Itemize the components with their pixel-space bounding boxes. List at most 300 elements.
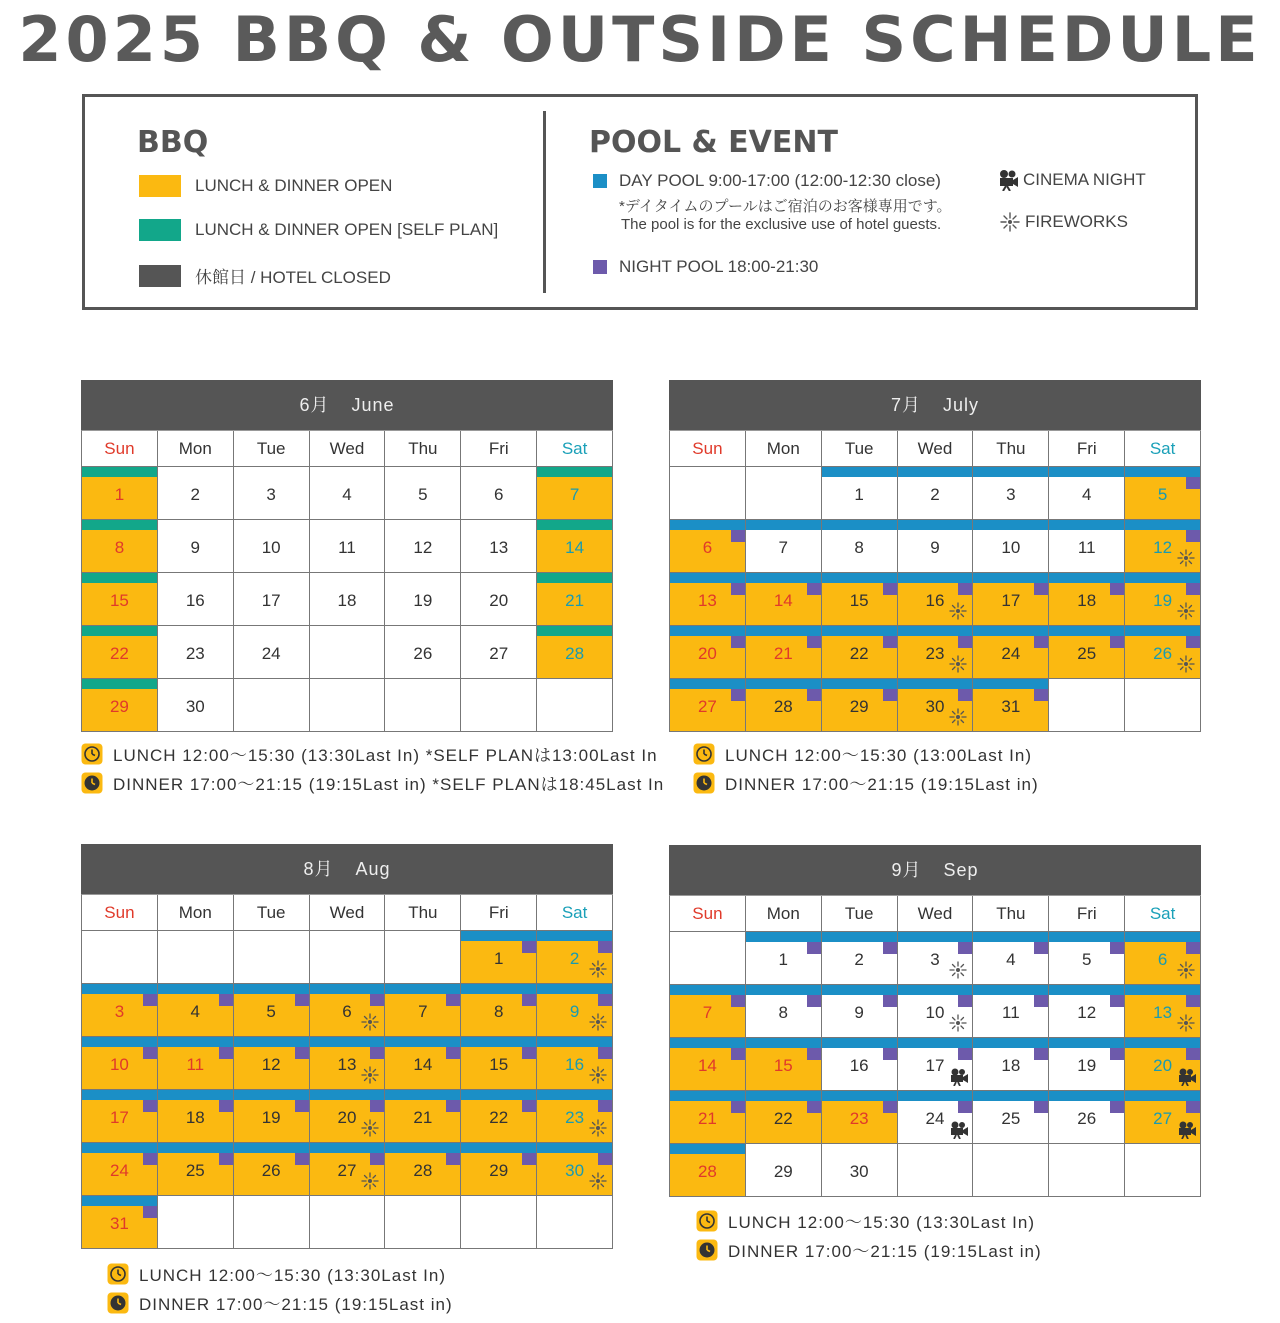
day-cell[interactable] xyxy=(537,520,613,573)
day-pool-bar xyxy=(746,985,821,995)
day-cell[interactable] xyxy=(973,1091,1049,1144)
fireworks-icon xyxy=(1176,1013,1196,1033)
day-cell[interactable] xyxy=(310,467,386,520)
day-number: 24 xyxy=(1001,644,1021,663)
day-cell[interactable] xyxy=(310,1090,386,1143)
week-row xyxy=(670,520,1201,573)
day-number: 19 xyxy=(1077,1056,1097,1075)
day-number: 13 xyxy=(489,538,509,557)
day-pool-bar xyxy=(973,467,1048,477)
day-number: 22 xyxy=(773,1109,793,1128)
day-number: 7 xyxy=(569,485,580,504)
week-row xyxy=(670,626,1201,679)
day-cell[interactable] xyxy=(82,520,158,573)
day-cell[interactable] xyxy=(746,1091,822,1144)
day-cell[interactable] xyxy=(1049,932,1125,985)
day-cell[interactable] xyxy=(1049,985,1125,1038)
day-cell[interactable] xyxy=(973,679,1049,732)
day-cell[interactable] xyxy=(1049,520,1125,573)
day-cell[interactable] xyxy=(670,626,746,679)
day-pool-bar xyxy=(385,1090,460,1100)
day-pool-bar xyxy=(1125,626,1200,636)
calendar-june xyxy=(81,380,613,732)
day-number: 25 xyxy=(1001,1109,1021,1128)
day-number: 8 xyxy=(854,538,864,557)
day-cell[interactable] xyxy=(670,1144,746,1197)
day-cell[interactable] xyxy=(973,520,1049,573)
day-pool-bar xyxy=(461,1090,536,1100)
purple-square xyxy=(593,260,607,274)
day-cell[interactable] xyxy=(537,984,613,1037)
day-number: 24 xyxy=(925,1109,945,1128)
week-row xyxy=(670,467,1201,520)
cinema-camera-icon xyxy=(949,1068,969,1086)
lunch-clock-icon xyxy=(693,743,715,765)
cinema-camera-icon xyxy=(997,169,1019,191)
day-pool-bar xyxy=(746,573,821,583)
week-row xyxy=(82,520,613,573)
calendar-july xyxy=(669,380,1201,732)
day-cell[interactable] xyxy=(822,679,898,732)
day-cell[interactable] xyxy=(158,679,234,732)
month-jp: 7月 xyxy=(890,395,921,415)
day-pool-bar xyxy=(746,679,821,689)
day-cell xyxy=(670,467,746,520)
day-cell[interactable] xyxy=(670,573,746,626)
dinner-hours xyxy=(107,1288,453,1317)
day-cell[interactable] xyxy=(1049,573,1125,626)
day-number: 12 xyxy=(1153,538,1173,557)
fireworks-icon xyxy=(360,1118,380,1138)
day-cell[interactable] xyxy=(973,573,1049,626)
day-cell[interactable] xyxy=(234,467,310,520)
day-number: 5 xyxy=(1081,950,1092,969)
week-row xyxy=(670,932,1201,985)
day-cell[interactable] xyxy=(898,1038,974,1091)
day-cell[interactable] xyxy=(310,1037,386,1090)
day-cell[interactable] xyxy=(973,1038,1049,1091)
day-pool-bar xyxy=(537,1037,612,1047)
day-cell[interactable] xyxy=(234,1143,310,1196)
day-cell[interactable] xyxy=(385,520,461,573)
dinner-hours xyxy=(696,1235,1042,1264)
day-cell[interactable] xyxy=(973,626,1049,679)
day-number: 2 xyxy=(569,949,580,968)
fireworks-icon xyxy=(360,1012,380,1032)
day-cell[interactable] xyxy=(822,1038,898,1091)
day-cell[interactable] xyxy=(1049,626,1125,679)
day-number: 5 xyxy=(1157,485,1168,504)
day-number: 26 xyxy=(1077,1109,1097,1128)
day-cell[interactable] xyxy=(158,1090,234,1143)
legend-label: LUNCH & DINNER OPEN xyxy=(195,176,393,195)
day-number: 2 xyxy=(190,485,201,504)
day-pool-bar xyxy=(670,520,745,530)
day-cell[interactable] xyxy=(461,1090,537,1143)
day-cell[interactable] xyxy=(822,1144,898,1197)
day-pool-bar xyxy=(234,1143,309,1153)
day-cell[interactable] xyxy=(1125,467,1201,520)
day-number: 19 xyxy=(1153,591,1173,610)
day-cell[interactable] xyxy=(385,573,461,626)
day-cell[interactable] xyxy=(1049,1038,1125,1091)
day-number: 26 xyxy=(261,1161,281,1180)
day-cell[interactable] xyxy=(82,467,158,520)
day-cell[interactable] xyxy=(898,932,974,985)
weekday-sat: Sat xyxy=(1125,431,1201,467)
day-pool-bar xyxy=(822,1038,897,1048)
day-cell[interactable] xyxy=(898,985,974,1038)
week-row xyxy=(82,1090,613,1143)
day-cell[interactable] xyxy=(670,1091,746,1144)
week-row xyxy=(670,1144,1201,1197)
day-cell xyxy=(158,931,234,984)
month-jp: 9月 xyxy=(891,860,922,880)
day-number: 4 xyxy=(342,485,352,504)
week-row xyxy=(82,573,613,626)
day-number: 15 xyxy=(109,591,129,610)
day-pool-bar xyxy=(461,931,536,941)
legend-day-pool xyxy=(593,171,941,191)
day-cell[interactable] xyxy=(158,1037,234,1090)
day-pool-bar xyxy=(822,985,897,995)
day-cell[interactable] xyxy=(461,1143,537,1196)
legend-fireworks xyxy=(999,211,1128,233)
day-number: 30 xyxy=(849,1162,869,1181)
self-plan-bar xyxy=(537,467,612,477)
day-cell[interactable] xyxy=(234,520,310,573)
dinner-clock-icon xyxy=(81,772,103,794)
weekday-fri: Fri xyxy=(1049,431,1125,467)
day-pool-bar xyxy=(973,573,1048,583)
day-cell[interactable] xyxy=(310,1143,386,1196)
day-cell xyxy=(234,679,310,732)
lunch-clock-icon xyxy=(81,743,103,765)
day-pool-bar xyxy=(461,984,536,994)
day-cell[interactable] xyxy=(822,467,898,520)
calendar-september xyxy=(669,845,1201,1197)
day-pool-bar xyxy=(461,1037,536,1047)
day-cell[interactable] xyxy=(670,679,746,732)
day-cell[interactable] xyxy=(385,1090,461,1143)
fireworks-icon xyxy=(1176,601,1196,621)
day-number: 9 xyxy=(569,1002,580,1021)
day-pool-bar xyxy=(1049,985,1124,995)
fireworks-icon xyxy=(360,1171,380,1191)
day-pool-bar xyxy=(234,984,309,994)
weekday-tue: Tue xyxy=(234,895,310,931)
day-pool-bar xyxy=(537,931,612,941)
dinner-clock-icon xyxy=(696,1239,718,1261)
day-cell[interactable] xyxy=(158,626,234,679)
lunch-clock-icon xyxy=(696,1210,718,1232)
day-pool-bar xyxy=(1049,1091,1124,1101)
day-cell[interactable] xyxy=(898,573,974,626)
weekday-fri: Fri xyxy=(461,431,537,467)
day-cell[interactable] xyxy=(82,1143,158,1196)
day-cell[interactable] xyxy=(461,573,537,626)
day-cell[interactable] xyxy=(746,573,822,626)
day-cell[interactable] xyxy=(746,985,822,1038)
day-pool-bar xyxy=(82,1143,157,1153)
day-cell[interactable] xyxy=(746,520,822,573)
day-number: 28 xyxy=(413,1161,433,1180)
day-cell[interactable] xyxy=(234,1090,310,1143)
day-cell[interactable] xyxy=(1125,1038,1201,1091)
day-pool-bar xyxy=(898,467,973,477)
day-cell[interactable] xyxy=(461,626,537,679)
day-number: 29 xyxy=(849,697,869,716)
weekday-row xyxy=(670,896,1201,932)
day-cell[interactable] xyxy=(461,467,537,520)
day-number: 27 xyxy=(489,644,509,663)
day-pool-bar xyxy=(822,932,897,942)
day-number: 12 xyxy=(413,538,433,557)
day-number: 27 xyxy=(337,1161,357,1180)
day-cell[interactable] xyxy=(385,626,461,679)
day-cell xyxy=(1049,1144,1125,1197)
day-cell xyxy=(234,1196,310,1249)
day-cell[interactable] xyxy=(898,520,974,573)
day-number: 11 xyxy=(186,1055,205,1074)
day-cell[interactable] xyxy=(310,520,386,573)
day-pool-bar xyxy=(898,1038,973,1048)
day-cell[interactable] xyxy=(898,1091,974,1144)
calendar-grid xyxy=(669,430,1201,732)
self-plan-bar xyxy=(82,467,157,477)
day-cell[interactable] xyxy=(234,626,310,679)
weekday-mon: Mon xyxy=(746,896,822,932)
day-number: 17 xyxy=(925,1056,945,1075)
day-cell[interactable] xyxy=(537,1037,613,1090)
day-cell[interactable] xyxy=(158,467,234,520)
day-pool-bar xyxy=(158,984,233,994)
day-cell[interactable] xyxy=(82,1037,158,1090)
day-cell[interactable] xyxy=(82,679,158,732)
day-cell[interactable] xyxy=(746,1144,822,1197)
day-number: 7 xyxy=(418,1002,428,1021)
fireworks-icon xyxy=(588,1065,608,1085)
day-cell[interactable] xyxy=(898,467,974,520)
day-cell[interactable] xyxy=(746,1038,822,1091)
day-cell[interactable] xyxy=(82,984,158,1037)
weekday-mon: Mon xyxy=(158,431,234,467)
day-pool-bar xyxy=(537,984,612,994)
day-cell[interactable] xyxy=(746,626,822,679)
day-number: 9 xyxy=(854,1003,864,1022)
fireworks-icon xyxy=(948,707,968,727)
day-cell[interactable] xyxy=(461,984,537,1037)
day-cell[interactable] xyxy=(461,1037,537,1090)
day-pool-bar xyxy=(82,1090,157,1100)
day-cell[interactable] xyxy=(670,520,746,573)
day-cell[interactable] xyxy=(1125,932,1201,985)
day-cell[interactable] xyxy=(537,1090,613,1143)
day-pool-bar xyxy=(310,1037,385,1047)
day-cell[interactable] xyxy=(537,1143,613,1196)
day-pool-bar xyxy=(385,984,460,994)
day-cell[interactable] xyxy=(898,626,974,679)
day-cell[interactable] xyxy=(670,1038,746,1091)
legend-closed xyxy=(139,263,391,288)
day-cell[interactable] xyxy=(385,1037,461,1090)
legend-label: LUNCH & DINNER OPEN [SELF PLAN] xyxy=(195,220,499,239)
day-pool-bar xyxy=(898,1091,973,1101)
lunch-text: LUNCH 12:00～15:30 (13:30Last In) xyxy=(728,1213,1035,1232)
day-cell[interactable] xyxy=(310,573,386,626)
day-pool-bar xyxy=(158,1037,233,1047)
day-pool-bar xyxy=(670,626,745,636)
weekday-row xyxy=(670,431,1201,467)
day-number: 11 xyxy=(1002,1003,1020,1022)
day-pool-bar xyxy=(973,1091,1048,1101)
day-cell[interactable] xyxy=(82,1196,158,1249)
day-cell[interactable] xyxy=(234,573,310,626)
day-cell[interactable] xyxy=(1049,467,1125,520)
day-number: 6 xyxy=(1157,950,1168,969)
fireworks-icon xyxy=(1176,548,1196,568)
self-plan-bar xyxy=(537,626,612,636)
day-cell[interactable] xyxy=(82,626,158,679)
day-number: 3 xyxy=(266,485,276,504)
day-cell[interactable] xyxy=(1125,985,1201,1038)
dinner-text: DINNER 17:00～21:15 (19:15Last in) xyxy=(725,775,1039,794)
day-cell[interactable] xyxy=(461,931,537,984)
month-en: Aug xyxy=(355,859,391,879)
day-cell[interactable] xyxy=(537,573,613,626)
day-cell[interactable] xyxy=(158,1143,234,1196)
fireworks-icon xyxy=(588,1012,608,1032)
day-cell[interactable] xyxy=(1125,573,1201,626)
legend-self-plan xyxy=(139,219,498,241)
day-cell[interactable] xyxy=(158,984,234,1037)
day-pool-note-en: The pool is for the exclusive use of hotel guests. xyxy=(621,216,942,233)
calendar-grid xyxy=(81,430,613,732)
bbq-heading: BBQ xyxy=(137,125,209,160)
cinema-camera-icon xyxy=(949,1121,969,1139)
day-cell[interactable] xyxy=(537,931,613,984)
day-cell[interactable] xyxy=(746,679,822,732)
day-cell[interactable] xyxy=(234,1037,310,1090)
cinema-camera-icon xyxy=(1177,1121,1197,1139)
day-cell[interactable] xyxy=(670,985,746,1038)
day-cell[interactable] xyxy=(898,679,974,732)
day-number: 10 xyxy=(925,1003,945,1022)
day-pool-bar xyxy=(1125,573,1200,583)
day-cell[interactable] xyxy=(82,1090,158,1143)
day-number: 28 xyxy=(697,1162,717,1181)
cinema-camera-icon xyxy=(1177,1068,1197,1086)
day-pool-bar xyxy=(670,573,745,583)
self-plan-bar xyxy=(537,520,612,530)
self-plan-bar xyxy=(82,573,157,583)
day-number: 6 xyxy=(342,1002,352,1021)
day-number: 23 xyxy=(565,1108,585,1127)
week-row xyxy=(82,931,613,984)
day-cell[interactable] xyxy=(234,984,310,1037)
calendar-grid xyxy=(669,895,1201,1197)
day-cell[interactable] xyxy=(973,985,1049,1038)
day-number: 25 xyxy=(185,1161,205,1180)
day-cell[interactable] xyxy=(385,984,461,1037)
day-cell[interactable] xyxy=(822,573,898,626)
day-pool-bar xyxy=(898,932,973,942)
day-cell[interactable] xyxy=(1125,626,1201,679)
day-number: 17 xyxy=(261,591,281,610)
day-number: 16 xyxy=(849,1056,869,1075)
day-number: 16 xyxy=(185,591,205,610)
day-cell xyxy=(973,1144,1049,1197)
day-number: 25 xyxy=(1077,644,1097,663)
day-cell[interactable] xyxy=(1125,520,1201,573)
day-pool-bar xyxy=(234,1090,309,1100)
day-cell[interactable] xyxy=(1125,1091,1201,1144)
lunch-hours xyxy=(107,1259,453,1288)
lunch-hours xyxy=(696,1206,1042,1235)
weekday-tue: Tue xyxy=(234,431,310,467)
day-cell[interactable] xyxy=(822,1091,898,1144)
day-cell[interactable] xyxy=(158,520,234,573)
day-pool-bar xyxy=(1049,1038,1124,1048)
day-pool-bar xyxy=(822,626,897,636)
hours-august xyxy=(107,1259,453,1317)
day-cell xyxy=(385,931,461,984)
day-cell[interactable] xyxy=(82,573,158,626)
day-cell[interactable] xyxy=(1049,1091,1125,1144)
day-cell xyxy=(310,679,386,732)
day-cell[interactable] xyxy=(973,932,1049,985)
lunch-hours xyxy=(693,739,1039,768)
day-cell[interactable] xyxy=(461,520,537,573)
day-number: 19 xyxy=(261,1108,281,1127)
day-cell[interactable] xyxy=(385,1143,461,1196)
day-number: 22 xyxy=(849,644,869,663)
day-pool-bar xyxy=(82,1196,157,1206)
day-pool-bar xyxy=(670,679,745,689)
day-cell[interactable] xyxy=(822,932,898,985)
week-row xyxy=(82,679,613,732)
day-cell[interactable] xyxy=(822,520,898,573)
day-cell[interactable] xyxy=(385,467,461,520)
day-pool-bar xyxy=(670,1038,745,1048)
day-cell[interactable] xyxy=(822,985,898,1038)
week-row xyxy=(82,1196,613,1249)
weekday-fri: Fri xyxy=(461,895,537,931)
day-pool-bar xyxy=(537,1090,612,1100)
day-cell[interactable] xyxy=(746,932,822,985)
day-cell[interactable] xyxy=(537,626,613,679)
day-pool-bar xyxy=(822,573,897,583)
day-number: 29 xyxy=(773,1162,793,1181)
hours-june xyxy=(81,739,664,797)
day-cell[interactable] xyxy=(973,467,1049,520)
day-cell[interactable] xyxy=(310,984,386,1037)
fireworks-icon xyxy=(588,959,608,979)
day-number: 20 xyxy=(697,644,717,663)
day-number: 16 xyxy=(565,1055,585,1074)
legend-cinema xyxy=(997,169,1146,191)
day-cell xyxy=(310,626,386,679)
day-cell xyxy=(746,467,822,520)
day-cell xyxy=(461,679,537,732)
day-number: 17 xyxy=(1001,591,1021,610)
day-number: 8 xyxy=(114,538,125,557)
day-cell[interactable] xyxy=(158,573,234,626)
day-cell[interactable] xyxy=(537,467,613,520)
day-cell[interactable] xyxy=(822,626,898,679)
fireworks-icon xyxy=(588,1118,608,1138)
day-cell xyxy=(670,932,746,985)
